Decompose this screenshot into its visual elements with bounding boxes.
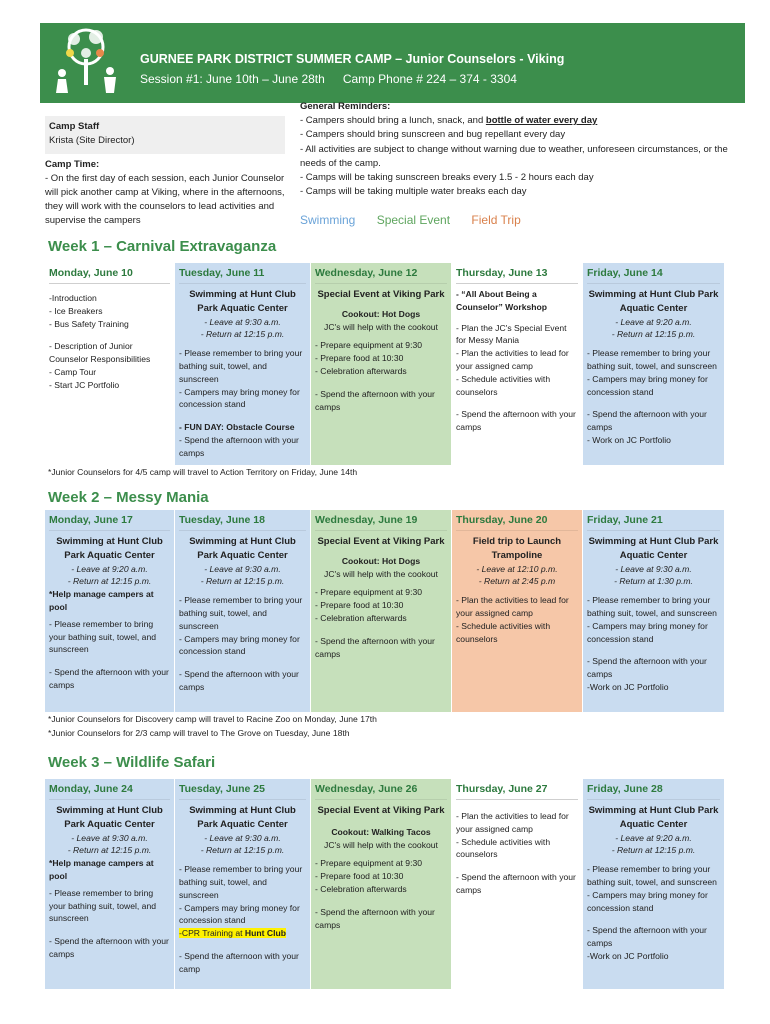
activity-line: - Plan the JC's Special Event for Messy Mania: [456, 322, 567, 346]
camp-time-heading: Camp Time:: [45, 159, 100, 170]
activity-title: Swimming at Hunt Club Park Aquatic Center: [588, 536, 719, 561]
cpr-training-line: [179, 927, 306, 940]
activity-line: - Start JC Portfolio: [49, 379, 120, 390]
week2-friday: [583, 510, 725, 712]
activity-line: - Spend the afternoon with your camps: [315, 388, 435, 412]
activity-line: - Please remember to bring your bathing suit, towel, and sunscreen: [179, 595, 303, 631]
day-heading: Wednesday, June 19: [315, 512, 447, 531]
week2-wednesday: [311, 510, 452, 712]
activity-line: - Spend the afternoon with your camps: [49, 936, 169, 959]
activity-line: - Description of Junior Counselor Responsibilities: [49, 341, 151, 365]
activity-title: Swimming at Hunt Club Park Aquatic Center: [588, 805, 719, 830]
return-time: - Return at 12:15 p.m.: [200, 845, 285, 856]
camp-time-section: [45, 158, 290, 228]
reminder-text: - Campers should bring a lunch, snack, and: [300, 115, 486, 127]
return-time: - Return at 12:15 p.m.: [611, 329, 696, 340]
help-note: *Help manage campers at pool: [49, 858, 154, 881]
leave-time: - Leave at 9:30 a.m.: [204, 316, 281, 327]
help-note: *Help manage campers at pool: [49, 589, 154, 612]
activity-line: - Please remember to bring your bathing suit, towel, and sunscreen: [587, 595, 717, 618]
activity-line: -Introduction: [49, 293, 97, 303]
leave-time: - Leave at 9:30 a.m.: [204, 832, 281, 843]
activity-line: - Plan the activities to lead for your assigned camp: [456, 348, 569, 371]
activity-line: - Ice Breakers: [49, 305, 103, 316]
activity-title: Special Event at Viking Park: [317, 805, 445, 816]
day-heading: Monday, June 10: [49, 265, 170, 284]
legend-special-event: Special Event: [376, 213, 451, 227]
day-heading: Monday, June 17: [49, 512, 170, 531]
return-time: - Return at 12:15 p.m.: [67, 845, 152, 856]
week1-thursday: [452, 263, 583, 465]
activity-line: - Plan the activities to lead for your assigned camp: [456, 811, 569, 834]
week2-thursday: [452, 510, 583, 712]
activity-title: Swimming at Hunt Club Park Aquatic Center: [56, 536, 163, 561]
day-heading: Tuesday, June 18: [179, 512, 306, 531]
day-heading: Friday, June 21: [587, 512, 720, 531]
week3-title: Week 3 – Wildlife Safari: [48, 754, 216, 771]
activity-title: Swimming at Hunt Club Park Aquatic Center: [189, 536, 296, 561]
reminder-item: [300, 114, 750, 128]
return-time: - Return at 12:15 p.m.: [200, 329, 285, 340]
activity-line: - Spend the afternoon with your camp: [179, 950, 299, 974]
camp-staff-box: [45, 116, 285, 154]
activity-line: - Spend the afternoon with your camps: [587, 656, 707, 680]
activity-line: - Please remember to bring your bathing suit, towel, and sunscreen: [49, 887, 157, 924]
workshop-line: - “All About Being a Counselor” Workshop: [456, 289, 548, 312]
activity-line: JC's will help with the cookout: [324, 839, 438, 850]
leave-time: - Leave at 9:20 a.m.: [615, 316, 692, 327]
day-heading: Friday, June 14: [587, 265, 720, 284]
return-time: - Return at 2:45 p.m: [478, 576, 556, 587]
camp-staff-heading: Camp Staff: [49, 121, 100, 132]
camp-time-text: - On the first day of each session, each Junior Counselor will pick another camp at Viking, where in the afternoons, they will work with the counselors to lead activities and supervise the campers: [45, 173, 285, 226]
activity-line: - Celebration afterwards: [315, 883, 407, 894]
return-time: - Return at 1:30 p.m.: [614, 576, 693, 587]
activity-line: - Campers may bring money for concession stand: [179, 633, 300, 657]
leave-time: - Leave at 9:20 a.m.: [615, 832, 692, 843]
week1-wednesday: [311, 263, 452, 465]
activity-line: - Prepare food at 10:30: [315, 353, 404, 364]
leave-time: - Leave at 9:30 a.m.: [71, 832, 148, 843]
week2-monday: [45, 510, 175, 712]
fun-day-line: - FUN DAY: Obstacle Course: [179, 422, 295, 433]
activity-line: - Spend the afternoon with your camps: [587, 925, 707, 949]
cookout-line: Cookout: Hot Dogs: [341, 555, 421, 566]
activity-line: -Work on JC Portfolio: [587, 681, 669, 692]
week3-schedule: [45, 779, 725, 989]
activity-line: - Celebration afterwards: [315, 612, 407, 623]
week3-thursday: [452, 779, 583, 989]
week2-note-2: *Junior Counselors for 2/3 camp will travel to The Grove on Tuesday, June 18th: [48, 728, 350, 738]
week1-schedule: [45, 263, 725, 465]
reminder-item: - All activities are subject to change without warning due to weather, unforeseen circumstances, or the needs of the camp.: [300, 143, 728, 169]
color-legend: [300, 213, 539, 227]
reminder-item: - Campers should bring sunscreen and bug repellant every day: [300, 129, 566, 141]
activity-line: - Please remember to bring your bathing suit, towel, and sunscreen: [587, 864, 717, 887]
day-heading: Monday, June 24: [49, 781, 170, 800]
day-heading: Thursday, June 27: [456, 781, 578, 800]
week1-title: Week 1 – Carnival Extravaganza: [48, 238, 277, 255]
activity-line: - Work on JC Portfolio: [587, 434, 671, 445]
day-heading: Thursday, June 20: [456, 512, 578, 531]
activity-title: Swimming at Hunt Club Park Aquatic Center: [588, 289, 719, 314]
activity-line: - Spend the afternoon with your camps: [456, 872, 576, 895]
activity-line: - Schedule activities with counselors: [456, 373, 551, 397]
activity-title: Swimming at Hunt Club Park Aquatic Center: [56, 805, 163, 830]
cookout-line: Cookout: Hot Dogs: [341, 308, 421, 319]
reminder-emphasis: bottle of water every day: [485, 115, 598, 127]
return-time: - Return at 12:15 p.m.: [200, 576, 285, 587]
activity-line: - Prepare food at 10:30: [315, 600, 404, 611]
activity-line: - Campers may bring money for concession stand: [179, 386, 300, 410]
activity-line: - Prepare equipment at 9:30: [315, 340, 423, 351]
activity-line: - Spend the afternoon with your camps: [315, 635, 435, 659]
activity-title: Special Event at Viking Park: [317, 289, 445, 300]
activity-line: - Please remember to bring your bathing suit, towel, and sunscreen: [49, 618, 157, 655]
camp-phone: Camp Phone # 224 – 374 - 3304: [342, 72, 517, 86]
activity-line: - Prepare equipment at 9:30: [315, 858, 423, 869]
activity-line: - Celebration afterwards: [315, 365, 407, 376]
activity-title: Field trip to Launch Trampoline: [472, 536, 562, 561]
camp-staff-name: Krista (Site Director): [49, 135, 135, 146]
activity-line: - Please remember to bring your bathing suit, towel, and sunscreen: [587, 348, 717, 371]
activity-line: - Spend the afternoon with your camps: [179, 669, 299, 692]
tree-with-children-logo-icon: [40, 23, 132, 103]
activity-line: - Schedule activities with counselors: [456, 620, 551, 644]
activity-line: - Campers may bring money for concession stand: [179, 902, 300, 926]
week2-tuesday: [175, 510, 311, 712]
week3-wednesday: [311, 779, 452, 989]
leave-time: - Leave at 9:30 a.m.: [615, 563, 692, 574]
activity-line: -Work on JC Portfolio: [587, 950, 669, 961]
week2-schedule: [45, 510, 725, 712]
day-heading: Thursday, June 13: [456, 265, 578, 284]
cookout-line: Cookout: Walking Tacos: [331, 826, 431, 837]
session-line: [140, 72, 517, 86]
week1-monday: [45, 263, 175, 465]
week1-friday: [583, 263, 725, 465]
cpr-training-location: Hunt Club: [244, 928, 286, 939]
cpr-training-text: -CPR Training at: [179, 928, 245, 939]
activity-title: Special Event at Viking Park: [317, 536, 445, 547]
activity-line: - Campers may bring money for concession stand: [587, 620, 708, 644]
activity-line: JC's will help with the cookout: [324, 321, 438, 332]
reminder-item: - Camps will be taking sunscreen breaks every 1.5 - 2 hours each day: [300, 172, 594, 184]
week3-monday: [45, 779, 175, 989]
page-title: GURNEE PARK DISTRICT SUMMER CAMP – Junior Counselors - Viking: [140, 52, 565, 66]
activity-line: - Schedule activities with counselors: [456, 836, 551, 860]
activity-line: - Please remember to bring your bathing suit, towel, and sunscreen: [179, 864, 303, 900]
activity-line: - Camp Tour: [49, 366, 97, 377]
day-heading: Tuesday, June 25: [179, 781, 306, 800]
activity-line: - Plan the activities to lead for your assigned camp: [456, 595, 569, 618]
day-heading: Friday, June 28: [587, 781, 720, 800]
week1-tuesday: [175, 263, 311, 465]
day-heading: Wednesday, June 26: [315, 781, 447, 800]
leave-time: - Leave at 9:20 a.m.: [71, 563, 148, 574]
return-time: - Return at 12:15 p.m.: [611, 845, 696, 856]
legend-field-trip: Field Trip: [471, 213, 521, 227]
day-heading: Tuesday, June 11: [179, 265, 306, 284]
activity-line: - Campers may bring money for concession stand: [587, 889, 708, 913]
activity-line: - Spend the afternoon with your camps: [179, 434, 299, 458]
leave-time: - Leave at 12:10 p.m.: [476, 563, 558, 574]
legend-swimming: Swimming: [300, 213, 356, 227]
return-time: - Return at 12:15 p.m.: [67, 576, 152, 587]
leave-time: - Leave at 9:30 a.m.: [204, 563, 281, 574]
activity-title: Swimming at Hunt Club Park Aquatic Center: [189, 289, 296, 314]
week3-friday: [583, 779, 725, 989]
week2-title: Week 2 – Messy Mania: [48, 489, 209, 506]
activity-line: - Spend the afternoon with your camps: [456, 409, 576, 433]
activity-line: - Spend the afternoon with your camps: [315, 906, 435, 930]
activity-title: Swimming at Hunt Club Park Aquatic Center: [189, 805, 296, 830]
general-reminders: [300, 100, 750, 199]
session-dates: Session #1: June 10th – June 28th: [140, 72, 325, 86]
week1-note: *Junior Counselors for 4/5 camp will travel to Action Territory on Friday, June 14th: [48, 467, 358, 477]
reminders-heading: General Reminders:: [300, 101, 391, 112]
activity-line: - Spend the afternoon with your camps: [587, 409, 707, 433]
activity-line: JC's will help with the cookout: [324, 568, 438, 579]
activity-line: - Spend the afternoon with your camps: [49, 667, 169, 690]
activity-line: - Prepare food at 10:30: [315, 871, 404, 882]
activity-line: - Bus Safety Training: [49, 318, 129, 329]
activity-line: - Please remember to bring your bathing suit, towel, and sunscreen: [179, 348, 303, 384]
week3-tuesday: [175, 779, 311, 989]
activity-line: - Campers may bring money for concession stand: [587, 373, 708, 397]
day-heading: Wednesday, June 12: [315, 265, 447, 284]
activity-line: - Prepare equipment at 9:30: [315, 587, 423, 598]
week2-note-1: *Junior Counselors for Discovery camp will travel to Racine Zoo on Monday, June 17th: [48, 714, 377, 724]
reminder-item: - Camps will be taking multiple water breaks each day: [300, 186, 527, 198]
